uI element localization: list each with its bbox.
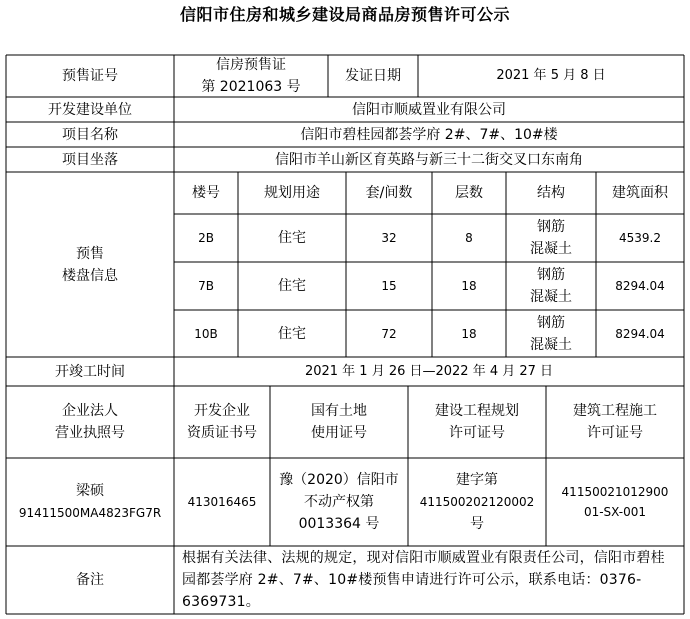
table-row-3-structure: 钢筋 混凝土	[530, 314, 572, 353]
header-floors: 层数	[455, 185, 483, 201]
table-row-1-structure: 钢筋 混凝土	[530, 219, 572, 257]
developer-label: 开发建设单位	[48, 101, 132, 118]
project-name-value: 信阳市碧桂园都荟学府 2#、7#、10#楼	[300, 126, 558, 143]
land-cert-label: 国有土地 使用证号	[311, 403, 367, 441]
qualification-value: 413016465	[187, 495, 257, 509]
remarks-value: 根据有关法律、法规的规定，现对信阳市顺威置业有限责任公司，信阳市碧桂园都荟学府 2#、7#、10#楼预售申请进行许可公示，联系电话：0376-6369731。	[182, 550, 665, 610]
developer-value: 信阳市顺威置业有限公司	[352, 101, 506, 118]
issue-date-value: 2021 年 5 月 8 日	[496, 68, 606, 83]
header-building-no: 楼号	[192, 185, 220, 201]
presale-cert-value: 信房预售证 第 2021063 号	[201, 57, 301, 95]
table-row-2-use: 住宅	[278, 278, 306, 294]
legal-person-value: 梁硕 91411500MA4823FG7R	[18, 483, 162, 520]
header-units: 套/间数	[365, 185, 413, 201]
table-row-3-units: 72	[381, 326, 397, 341]
table-row-2-no: 7B	[198, 279, 214, 293]
table-row-2-floors: 18	[461, 279, 477, 293]
table-row-1-units: 32	[381, 231, 397, 245]
land-cert-value: 豫（2020）信阳市 不动产权第 0013364 号	[279, 472, 399, 532]
construction-permit-value: 41150021012900 01-SX-001	[561, 485, 669, 519]
table-row-1-no: 2B	[198, 231, 214, 245]
header-use: 规划用途	[264, 185, 320, 201]
table-row-2-structure: 钢筋 混凝土	[530, 267, 572, 305]
issue-date-label: 发证日期	[345, 68, 401, 84]
remarks-label: 备注	[76, 572, 104, 588]
table-row-3-floors: 18	[461, 326, 477, 341]
table-row-2-area: 8294.04	[615, 279, 665, 293]
table-row-3-area: 8294.04	[615, 326, 665, 341]
page-title: 信阳市住房和城乡建设局商品房预售许可公示	[179, 5, 510, 24]
table-row-2-units: 15	[381, 279, 397, 293]
project-location-value: 信阳市羊山新区育英路与新三十二街交叉口东南角	[275, 151, 583, 168]
construction-time-label: 开竣工时间	[55, 363, 125, 380]
table-row-1-use: 住宅	[278, 230, 306, 246]
header-area: 建筑面积	[612, 185, 668, 201]
planning-permit-label: 建设工程规划 许可证号	[435, 403, 519, 441]
table-row-1-area: 4539.2	[619, 231, 661, 245]
project-location-label: 项目坐落	[62, 151, 118, 168]
presale-info-label: 预售 楼盘信息	[62, 245, 118, 284]
table-row-3-no: 10B	[194, 326, 218, 341]
construction-permit-label: 建筑工程施工 许可证号	[573, 403, 657, 441]
qualification-label: 开发企业 资质证书号	[187, 403, 257, 441]
project-name-label: 项目名称	[62, 126, 118, 143]
legal-person-label: 企业法人 营业执照号	[55, 403, 125, 441]
table-row-1-floors: 8	[465, 231, 473, 245]
presale-cert-label: 预售证号	[62, 68, 118, 84]
header-structure: 结构	[537, 185, 565, 201]
planning-permit-value: 建字第 411500202120002 号	[419, 472, 535, 532]
construction-time-value: 2021 年 1 月 26 日—2022 年 4 月 27 日	[304, 363, 554, 379]
table-row-3-use: 住宅	[278, 325, 306, 342]
